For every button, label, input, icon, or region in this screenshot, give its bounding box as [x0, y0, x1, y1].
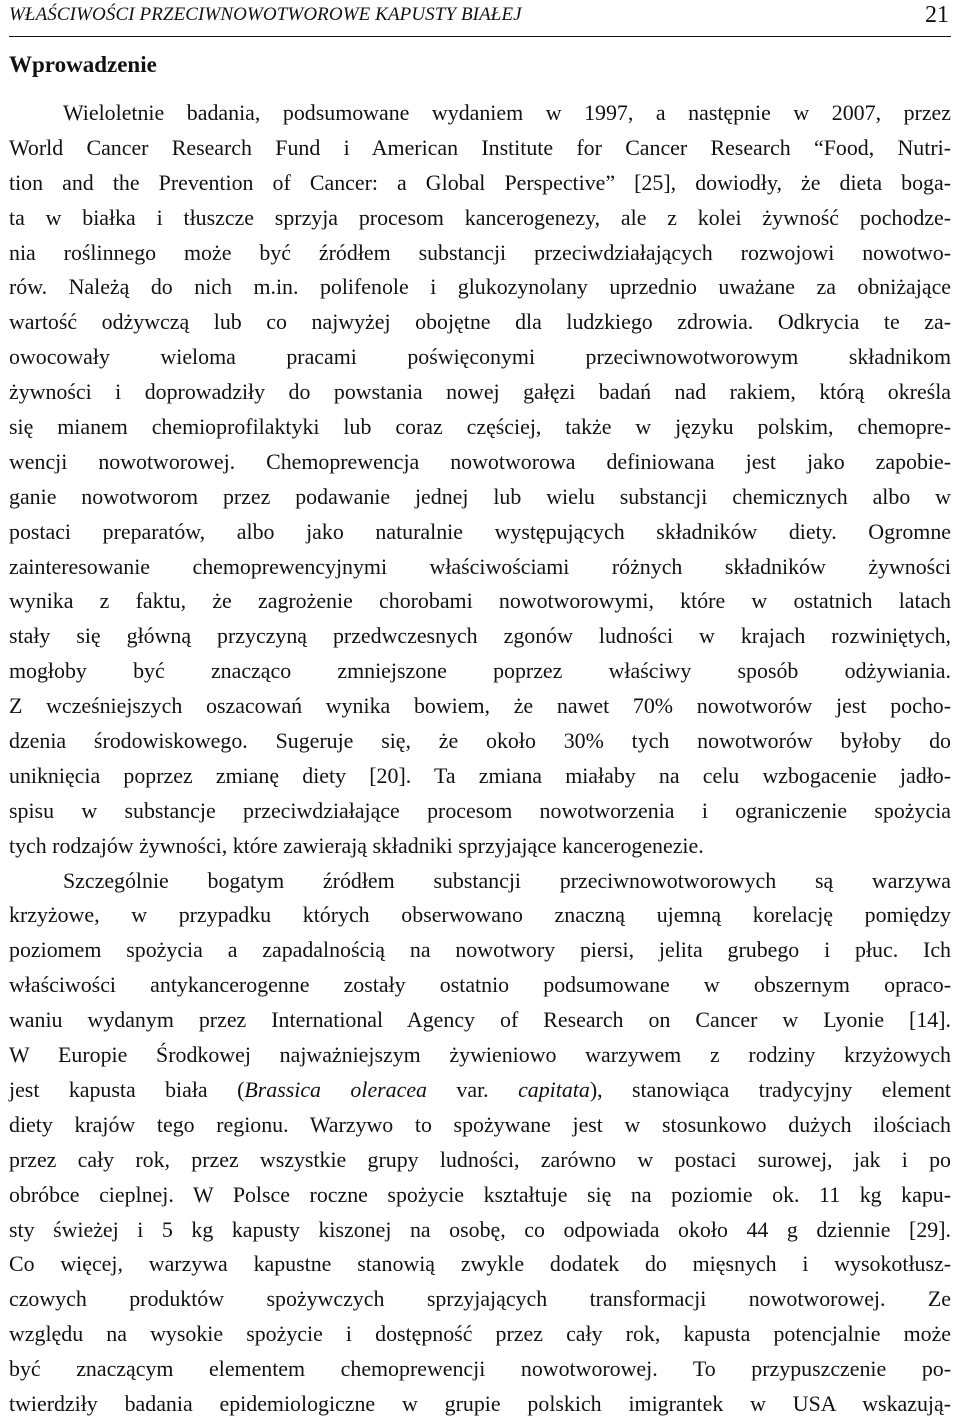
- text-line: tych rodzajów żywności, które zawierają składniki sprzyjające kancerogenezie.: [9, 832, 704, 858]
- text-line: uniknięcia poprzez zmianę diety [20]. Ta zmiana miałaby na celu wzbogacenie jadło-: [9, 762, 951, 788]
- text-line: diety krajów tego regionu. Warzywo to spożywane jest w stosunkowo dużych ilościach: [9, 1111, 951, 1137]
- text-line: owocowały wieloma pracami poświęconymi przeciwnowotworowym składnikom: [9, 344, 951, 370]
- text-line: wartość odżywczą lub co najwyżej obojętne dla ludzkiego zdrowia. Odkrycia te za-: [9, 309, 951, 335]
- text-line: mogłoby być znacząco zmniejszone poprzez właściwy sposób odżywiania.: [9, 658, 951, 684]
- text-line: nia roślinnego może być źródłem substancji przeciwdziałających rozwojowi nowotwo-: [9, 239, 951, 265]
- text-line: stały się główną przyczyną przedwczesnych zgonów ludności w krajach rozwiniętych,: [9, 623, 951, 649]
- text-line: być znaczącym elementem chemoprewencji nowotworowej. To przypuszczenie po-: [9, 1356, 951, 1382]
- page-number: 21: [925, 2, 949, 28]
- text-line: W Europie Środkowej najważniejszym żywieniowo warzywem z rodziny krzyżowych: [9, 1042, 951, 1068]
- text-line: ganie nowotworom przez podawanie jednej lub wielu substancji chemicznych albo w: [9, 483, 951, 509]
- text-line: Co więcej, warzywa kapustne stanowią zwykle dodatek do mięsnych i wysokotłusz-: [9, 1251, 951, 1277]
- text-line: ta w białka i tłuszcze sprzyja procesom kancerogenezy, ale z kolei żywność pochodze-: [9, 204, 951, 230]
- text-line: spisu w substancje przeciwdziałające procesom nowotworzenia i ograniczenie spożycia: [9, 797, 951, 823]
- italic-term: capitata: [518, 1076, 590, 1102]
- italic-term: Brassica oleracea: [244, 1076, 427, 1102]
- body-text: [9, 96, 951, 1422]
- running-title: WŁAŚCIWOŚCI PRZECIWNOWOTWOROWE KAPUSTY BIAŁEJ: [9, 4, 522, 25]
- text-line: [9, 1073, 951, 1108]
- text-line: poziomem spożycia a zapadalnością na nowotwory piersi, jelita grubego i płuc. Ich: [9, 937, 951, 963]
- text-line: waniu wydanym przez International Agency of Research on Cancer w Lyonie [14].: [9, 1007, 951, 1033]
- text-fragment: jest kapusta biała (: [9, 1076, 245, 1102]
- text-line: Wieloletnie badania, podsumowane wydaniem w 1997, a następnie w 2007, przez: [63, 100, 951, 125]
- text-line: krzyżowe, w przypadku których obserwowano znaczną ujemną korelację pomiędzy: [9, 902, 951, 928]
- text-line: zainteresowanie chemoprewencyjnymi właściwościami różnych składników żywności: [9, 553, 951, 579]
- text-line: Szczególnie bogatym źródłem substancji przeciwnowotworowych są warzywa: [63, 867, 951, 893]
- text-line: obróbce cieplnej. W Polsce roczne spożycie kształtuje się na poziomie ok. 11 kg kapu-: [9, 1181, 951, 1207]
- text-line: się mianem chemioprofilaktyki lub coraz częściej, także w języku polskim, chemopre-: [9, 414, 951, 440]
- section-heading: Wprowadzenie: [9, 52, 157, 77]
- text-fragment: ), stanowiąca tradycyjny element: [589, 1076, 951, 1102]
- text-line: żywności i doprowadziły do powstania nowej gałęzi badań nad rakiem, którą określa: [9, 379, 951, 405]
- text-line: właściwości antykancerogenne zostały ostatnio podsumowane w obszernym opraco-: [9, 972, 951, 998]
- text-line: rów. Należą do nich m.in. polifenole i glukozynolany uprzednio uważane za obniżające: [9, 274, 951, 300]
- text-line: czowych produktów spożywczych sprzyjających transformacji nowotworowej. Ze: [9, 1286, 951, 1312]
- text-line: World Cancer Research Fund i American Institute for Cancer Research “Food, Nutri-: [9, 134, 951, 160]
- text-line: Z wcześniejszych oszacowań wynika bowiem, że nawet 70% nowotworów jest pocho-: [9, 693, 951, 719]
- text-line: sty świeżej i 5 kg kapusty kiszonej na osobę, co odpowiada około 44 g dziennie [29].: [9, 1216, 951, 1242]
- text-fragment: var.: [427, 1076, 519, 1102]
- text-line: postaci preparatów, albo jako naturalnie występujących składników diety. Ogromne: [9, 518, 951, 544]
- text-line: wynika z faktu, że zagrożenie chorobami nowotworowymi, które w ostatnich latach: [9, 588, 951, 614]
- header-rule: [9, 36, 951, 37]
- text-line: tion and the Prevention of Cancer: a Global Perspective” [25], dowiodły, że dieta boga-: [9, 169, 951, 195]
- page-header: [9, 2, 951, 36]
- text-line: względu na wysokie spożycie i dostępność przez cały rok, kapusta potencjalnie może: [9, 1321, 951, 1347]
- text-line: przez cały rok, przez wszystkie grupy ludności, zarówno w postaci surowej, jak i po: [9, 1146, 951, 1172]
- text-line: wencji nowotworowej. Chemoprewencja nowotworowa definiowana jest jako zapobie-: [9, 448, 951, 474]
- text-line: twierdziły badania epidemiologiczne w grupie polskich imigrantek w USA wskazują-: [9, 1390, 951, 1416]
- text-line: dzenia środowiskowego. Sugeruje się, że około 30% tych nowotworów byłoby do: [9, 728, 951, 754]
